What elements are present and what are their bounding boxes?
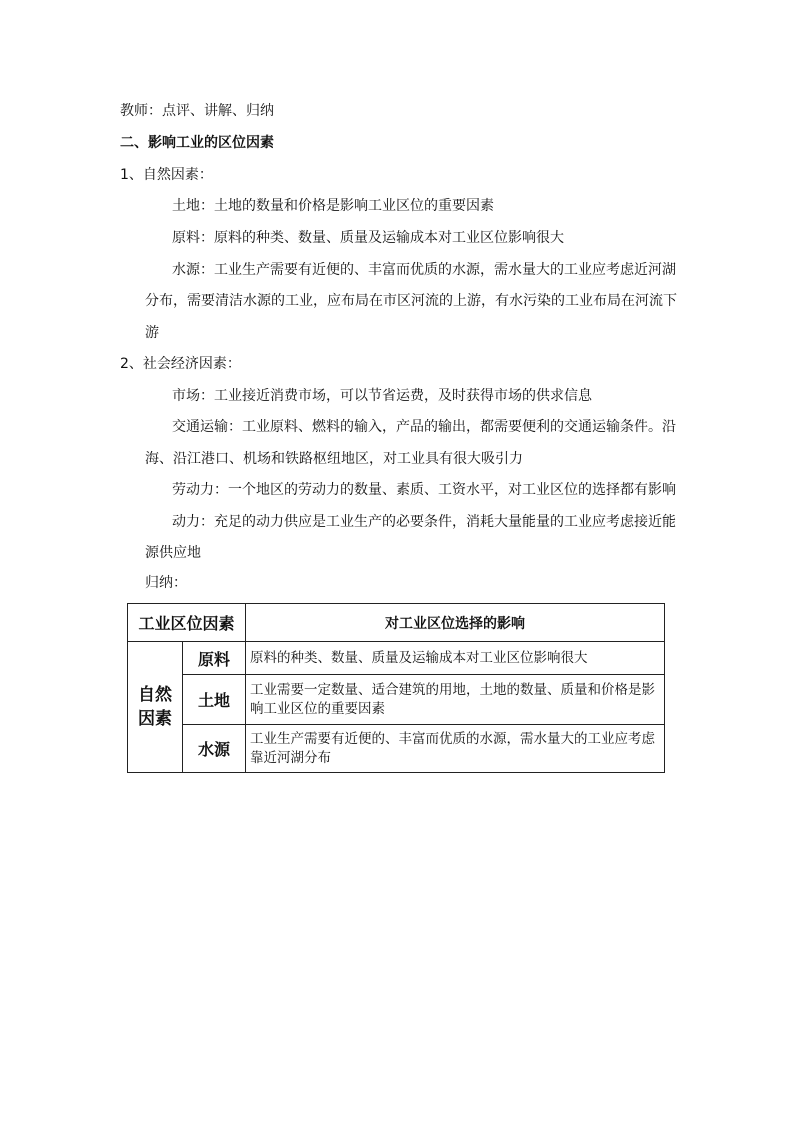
item-raw-material: 原料：原料的种类、数量、质量及运输成本对工业区位影响很大 [172, 230, 564, 246]
teacher-line: 教师：点评、讲解、归纳 [120, 103, 274, 119]
section-heading: 二、影响工业的区位因素 [120, 135, 274, 151]
item-power-line2: 源供应地 [145, 545, 201, 561]
header-effect: 对工业区位选择的影响 [246, 604, 665, 642]
item-transport-line1: 交通运输：工业原料、燃料的输入，产品的输出，都需要便利的交通运输条件。沿 [172, 419, 676, 435]
summary-label: 归纳： [145, 575, 187, 591]
category-natural [128, 642, 183, 773]
table-row [128, 642, 665, 675]
category-line2: 因素 [138, 709, 172, 729]
item-water-line1: 水源：工业生产需要有近便的、丰富而优质的水源，需水量大的工业应考虑近河湖 [172, 262, 676, 278]
factor-raw-material: 原料 [183, 642, 246, 675]
item-labor: 劳动力：一个地区的劳动力的数量、素质、工资水平，对工业区位的选择都有影响 [172, 482, 676, 498]
table-row [128, 675, 665, 725]
item-market: 市场：工业接近消费市场，可以节省运费，及时获得市场的供求信息 [172, 388, 592, 404]
table-row [128, 725, 665, 773]
item-water-line3: 游 [145, 325, 159, 341]
summary-table [127, 603, 665, 773]
effect-raw-material: 原料的种类、数量、质量及运输成本对工业区位影响很大 [246, 642, 665, 675]
category-line1: 自然 [138, 685, 172, 705]
item-water-line2: 分布，需要清洁水源的工业，应布局在市区河流的上游，有水污染的工业布局在河流下 [145, 293, 677, 309]
subsection-socioeconomic: 2、社会经济因素： [120, 356, 241, 372]
subsection-natural: 1、自然因素： [120, 167, 213, 183]
factor-land: 土地 [183, 675, 246, 725]
header-factor: 工业区位因素 [128, 604, 246, 642]
effect-land: 工业需要一定数量、适合建筑的用地，土地的数量、质量和价格是影响工业区位的重要因素 [246, 675, 665, 725]
item-transport-line2: 海、沿江港口、机场和铁路枢纽地区，对工业具有很大吸引力 [145, 451, 523, 467]
item-land: 土地：土地的数量和价格是影响工业区位的重要因素 [172, 198, 494, 214]
effect-water: 工业生产需要有近便的、丰富而优质的水源，需水量大的工业应考虑靠近河湖分布 [246, 725, 665, 773]
factor-water: 水源 [183, 725, 246, 773]
item-power-line1: 动力：充足的动力供应是工业生产的必要条件，消耗大量能量的工业应考虑接近能 [172, 514, 676, 530]
table-header-row [128, 604, 665, 642]
